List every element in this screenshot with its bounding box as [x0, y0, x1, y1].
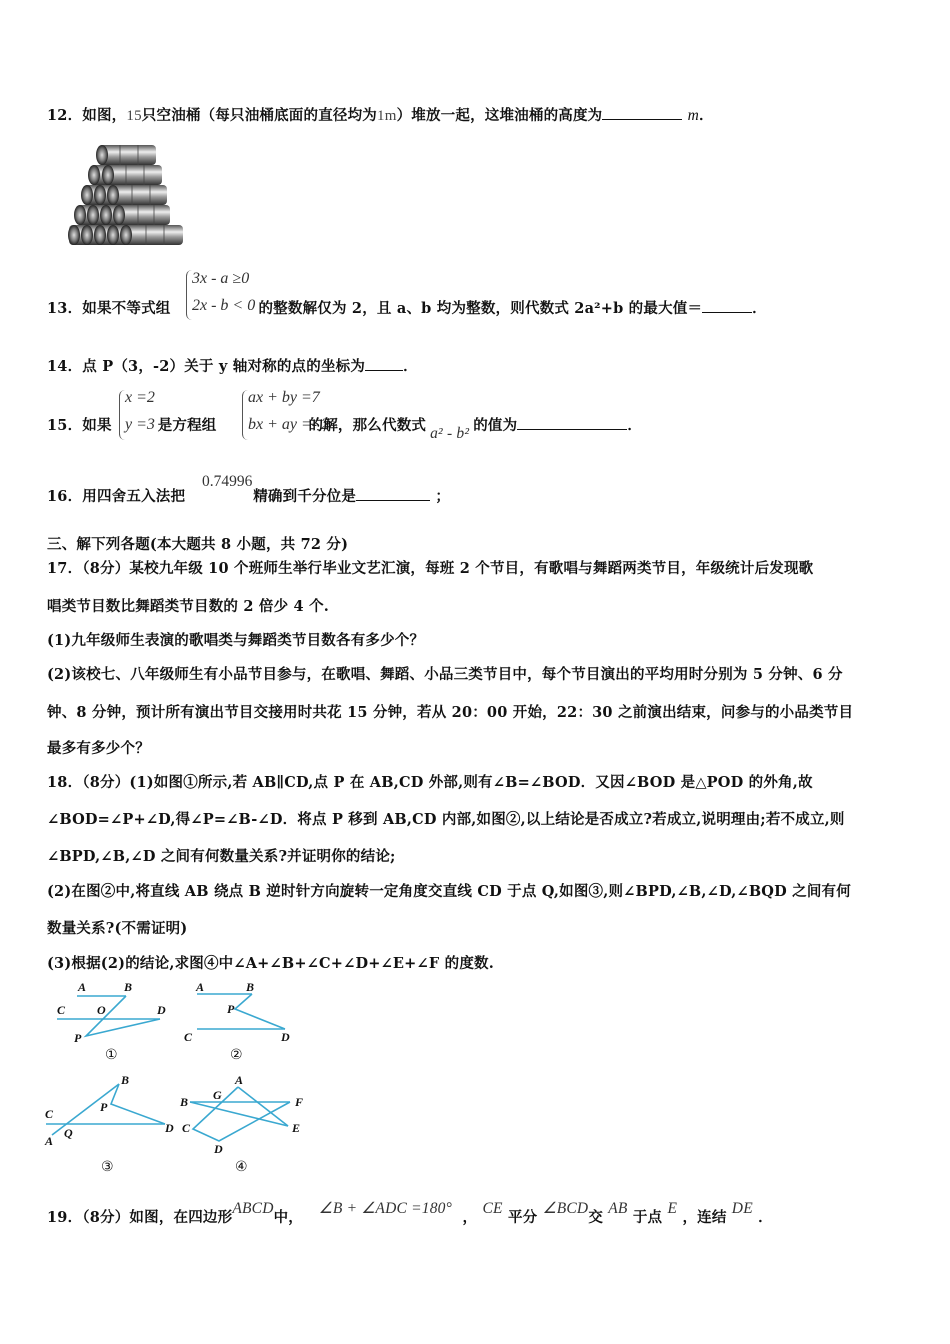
q19-de: DE	[731, 1200, 753, 1217]
q19-t2: ，	[462, 1209, 478, 1226]
fig2-label-p: P	[227, 1002, 235, 1016]
fig4-caption: ④	[235, 1159, 248, 1175]
fig4-label-c: C	[182, 1121, 191, 1135]
question-15	[47, 414, 643, 442]
q18-part-2-line-1: (2)在图②中,将直线 AB 绕点 B 逆时针方向旋转一定角度交直线 CD 于点 Q,如图③,则∠BPD,∠B,∠D,∠BQD 之间有何	[47, 883, 851, 900]
q14-end: ．	[403, 358, 418, 375]
q18-line-1: 18．（8分）(1)如图①所示,若 AB∥CD,点 P 在 AB,CD 外部,则有∠B=∠BOD．又因∠BOD 是△POD 的外角,故	[47, 774, 813, 791]
fig2-label-a: A	[196, 980, 205, 994]
fig1-caption: ①	[105, 1047, 118, 1063]
q13-system-line-2: 2x - b < 0	[192, 297, 256, 314]
question-12	[47, 104, 714, 125]
fig1-label-o: O	[97, 1003, 106, 1017]
q19-pre: （8分）如图，在四边形	[82, 1209, 233, 1226]
q15-end: ．	[627, 417, 643, 434]
q17-line-2: 唱类节目数比舞蹈类节目数的 2 倍少 4 个.	[47, 598, 330, 615]
q16-end: ；	[435, 488, 451, 505]
fig4-label-g: G	[213, 1088, 222, 1102]
q15-mid: 是方程组	[157, 417, 217, 434]
q13-end: ．	[752, 300, 767, 317]
q14-number: 14．	[47, 358, 83, 375]
question-19	[47, 1200, 773, 1227]
fig2-label-d: D	[281, 1030, 290, 1044]
fig3-label-c: C	[45, 1107, 54, 1121]
question-16	[47, 485, 450, 506]
q14-text: 点 P（3，-2）关于 y 轴对称的点的坐标为	[82, 358, 366, 375]
q15-solution-line-1: x =2	[125, 389, 155, 406]
q19-e: E	[667, 1200, 678, 1217]
q19-number: 19．	[47, 1209, 83, 1226]
fig2-label-c: C	[184, 1030, 193, 1044]
q18-line-3: ∠BPD,∠B,∠D 之间有何数量关系?并证明你的结论;	[47, 848, 396, 865]
q19-angle: ∠BCD	[542, 1200, 589, 1217]
q16-number: 16．	[47, 488, 83, 505]
q16-pre: 用四舍五入法把	[82, 488, 186, 505]
q17-part-2-line-3: 最多有多少个？	[47, 740, 150, 757]
q19-t4: 交	[588, 1209, 604, 1226]
question-14	[47, 355, 418, 376]
fig1-label-a: A	[78, 980, 87, 994]
q19-t1: 中，	[273, 1209, 304, 1226]
q12-count: 15	[126, 108, 142, 124]
q15-post2: 的值为	[473, 417, 518, 434]
q19-t6: ，连结	[682, 1209, 727, 1226]
q15-number: 15．	[47, 417, 83, 434]
q13-system-line-1: 3x - a ≥0	[192, 270, 250, 287]
q13-pre: 如果不等式组	[82, 300, 171, 317]
q13-answer-blank[interactable]	[702, 298, 752, 313]
question-13	[47, 297, 767, 318]
q16-post: 精确到千分位是	[253, 488, 357, 505]
fig2-label-b: B	[246, 980, 255, 994]
q12-number: 12．	[47, 107, 83, 124]
fig3-label-p: P	[100, 1100, 108, 1114]
q18-line-2: ∠BOD=∠P+∠D,得∠P=∠B-∠D．将点 P 移到 AB,CD 内部,如图②,以上结论是否成立?若成立,说明理由;若不成立,则	[47, 811, 845, 828]
q16-value: 0.74996	[202, 473, 253, 490]
q15-system-line-2: bx + ay =- 2	[248, 416, 330, 433]
fig1-label-c: C	[57, 1003, 66, 1017]
figure-lines	[46, 994, 290, 1141]
q13-number: 13．	[47, 300, 83, 317]
fig1-label-b: B	[124, 980, 133, 994]
q12-pre: 如图，	[82, 107, 127, 124]
q16-answer-blank[interactable]	[356, 486, 430, 501]
fig3-caption: ③	[101, 1159, 114, 1175]
q19-quad: ABCD	[232, 1200, 274, 1217]
q13-post: 的整数解仅为 2，且 a、b 均为整数，则代数式 2a²+b 的最大值＝	[258, 300, 703, 317]
q12-post: ）堆放一起，这堆油桶的高度为	[396, 107, 603, 124]
q12-unit-value: 1m	[377, 108, 397, 124]
q12-mid: 只空油桶（每只油桶底面的直径均为	[141, 107, 377, 124]
q12-end: ．	[699, 107, 714, 124]
q15-post1: 的解，那么代数式	[308, 417, 427, 434]
oil-drums-image	[68, 143, 186, 251]
q15-expression: a² - b²	[430, 425, 470, 442]
q12-unit: m	[687, 107, 700, 124]
q15-solution-line-2: y =3	[125, 416, 155, 433]
q19-ce: CE	[482, 1200, 503, 1217]
q19-end: ．	[758, 1209, 773, 1226]
fig3-label-d: D	[165, 1121, 174, 1135]
fig4-label-a: A	[235, 1073, 244, 1087]
q18-part-3: (3)根据(2)的结论,求图④中∠A+∠B+∠C+∠D+∠E+∠F 的度数.	[47, 955, 494, 972]
q15-system-line-1: ax + by =7	[248, 389, 320, 406]
fig3-label-b: B	[121, 1073, 130, 1087]
q17-part-1: (1)九年级师生表演的歌唱类与舞蹈类节目数各有多少个？	[47, 632, 425, 649]
section-3-heading: 三、解下列各题(本大题共 8 小题，共 72 分)	[47, 536, 349, 553]
q12-answer-blank[interactable]	[602, 105, 682, 120]
fig3-label-a: A	[45, 1134, 54, 1148]
fig4-label-e: E	[292, 1121, 301, 1135]
fig3-label-q: Q	[64, 1126, 73, 1140]
q15-answer-blank[interactable]	[517, 415, 627, 430]
q19-t3: 平分	[507, 1209, 538, 1226]
q17-part-2-line-1: (2)该校七、八年级师生有小品节目参与，在歌唱、舞蹈、小品三类节目中，每个节目演出的平均用时分别为 5 分钟、6 分	[47, 666, 843, 683]
q19-ab: AB	[608, 1200, 628, 1217]
q14-answer-blank[interactable]	[365, 356, 403, 371]
q17-part-2-line-2: 钟、8 分钟，预计所有演出节目交接用时共花 15 分钟，若从 20：00 开始，22：30 之前演出结束，问参与的小品类节目	[47, 704, 854, 721]
q17-line-1: 17．（8分）某校九年级 10 个班师生举行毕业文艺汇演，每班 2 个节目，有歌唱与舞蹈两类节目，年级统计后发现歌	[47, 560, 814, 577]
fig2-caption: ②	[230, 1047, 243, 1063]
fig4-label-b: B	[180, 1095, 189, 1109]
q19-condition: ∠B + ∠ADC =180°	[318, 1200, 453, 1217]
q15-pre: 如果	[82, 417, 112, 434]
fig1-label-d: D	[157, 1003, 166, 1017]
fig4-label-d: D	[214, 1142, 223, 1156]
fig1-label-p: P	[74, 1031, 82, 1045]
q19-t5: 于点	[632, 1209, 663, 1226]
q18-part-2-line-2: 数量关系?(不需证明)	[47, 920, 188, 937]
fig4-label-f: F	[295, 1095, 304, 1109]
